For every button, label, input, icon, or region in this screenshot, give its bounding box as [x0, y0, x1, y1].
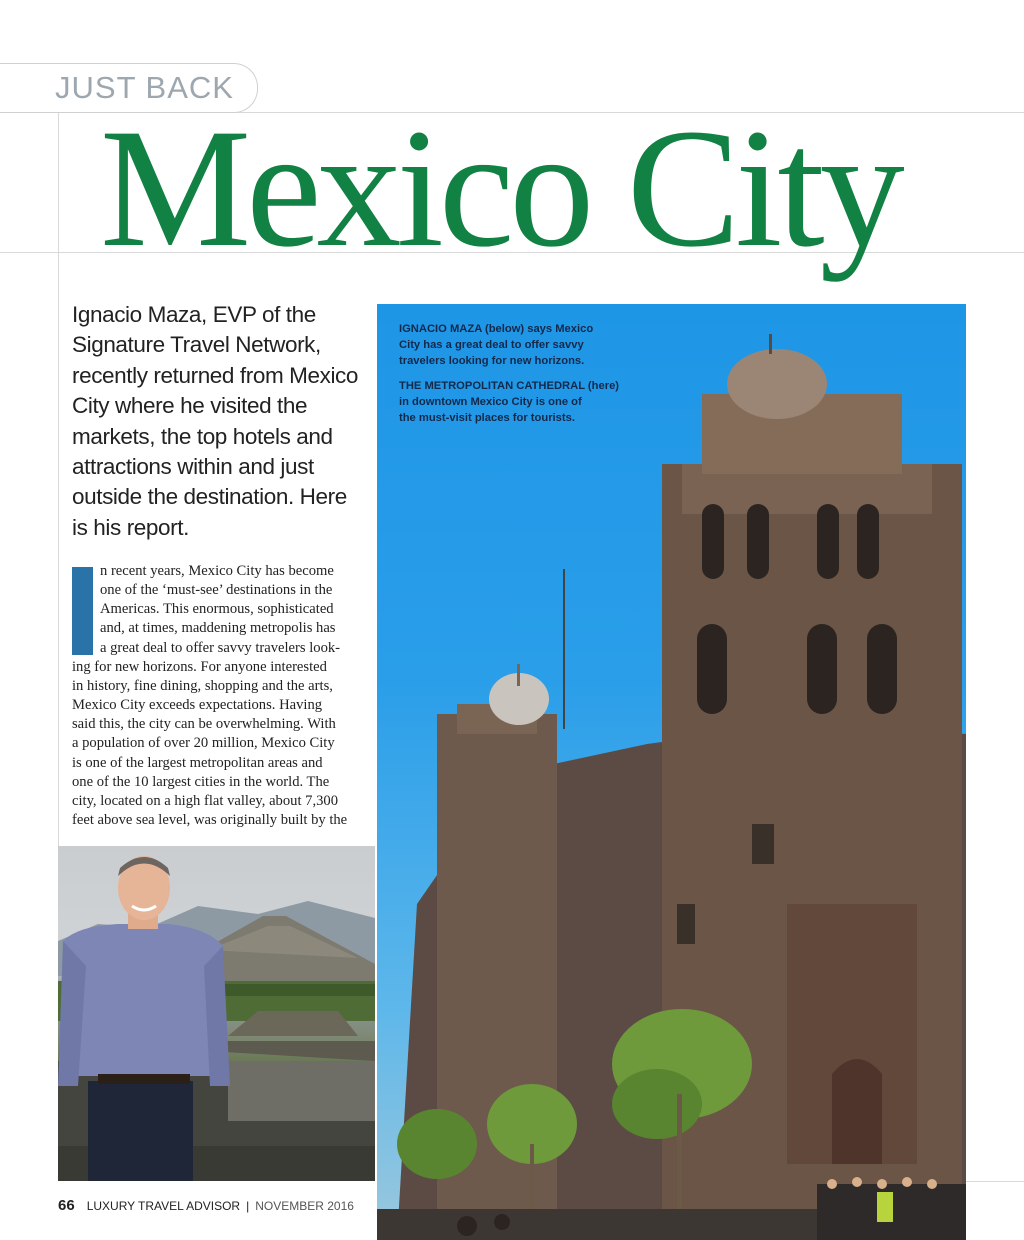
body-line: n recent years, Mexico City has become — [100, 563, 334, 579]
body-line: Mexico City exceeds expectations. Having — [72, 697, 323, 714]
footer-separator: | — [246, 1199, 250, 1213]
deck — [72, 300, 362, 543]
deck-line: Signature Travel Network, — [72, 332, 321, 358]
body-line: ing for new horizons. For anyone interested — [72, 658, 327, 675]
caption-maza — [399, 321, 649, 369]
page-footer — [58, 1197, 354, 1214]
caption-line: IGNACIO MAZA (below) says Mexico — [399, 323, 594, 335]
portrait-illustration — [58, 846, 375, 1181]
body-text — [72, 562, 357, 830]
body-line: one of the 10 largest cities in the world. The — [72, 773, 330, 790]
body-line: Americas. This enormous, sophisticated — [100, 601, 334, 618]
deck-line: Ignacio Maza, EVP of the — [72, 302, 316, 327]
issue-date: NOVEMBER 2016 — [255, 1199, 354, 1213]
body-line: is one of the largest metropolitan areas and — [72, 754, 323, 771]
section-label: JUST BACK — [55, 70, 234, 105]
page-number: 66 — [58, 1197, 75, 1214]
body-line: in history, fine dining, shopping and the arts, — [72, 677, 333, 694]
caption-line: City has a great deal to offer savvy — [399, 339, 584, 351]
body-line: one of the ‘must-see’ destinations in the — [100, 582, 333, 599]
caption-line: travelers looking for new horizons. — [399, 355, 585, 367]
body-line: said this, the city can be overwhelming. With — [72, 716, 336, 733]
body-line: a great deal to offer savvy travelers look- — [100, 639, 341, 656]
cathedral-illustration — [377, 304, 966, 1240]
deck-line: markets, the top hotels and — [72, 423, 333, 449]
publication-name: LUXURY TRAVEL ADVISOR — [86, 1199, 241, 1213]
caption-line: in downtown Mexico City is one of — [399, 396, 582, 408]
deck-line: recently returned from Mexico — [72, 362, 359, 388]
body-line: a population of over 20 million, Mexico City — [72, 735, 335, 752]
caption-line: THE METROPOLITAN CATHEDRAL (here) — [399, 380, 620, 392]
left-margin-rule — [58, 112, 59, 846]
caption-cathedral — [399, 378, 649, 426]
portrait-photo — [58, 846, 375, 1181]
deck-line: City where he visited the — [72, 393, 308, 419]
headline: Mexico City — [100, 94, 900, 282]
cathedral-photo — [377, 304, 966, 1240]
deck-line: outside the destination. Here — [72, 484, 347, 510]
bottom-rule — [966, 1181, 1024, 1182]
deck-line: is his report. — [72, 514, 189, 540]
deck-line: attractions within and just — [72, 454, 314, 480]
caption-line: the must-visit places for tourists. — [399, 412, 575, 424]
body-line: and, at times, maddening metropolis has — [100, 620, 336, 637]
body-line: feet above sea level, was originally built by the — [72, 812, 348, 829]
body-line: city, located on a high flat valley, about 7,300 — [72, 792, 338, 809]
drop-cap — [72, 567, 93, 655]
